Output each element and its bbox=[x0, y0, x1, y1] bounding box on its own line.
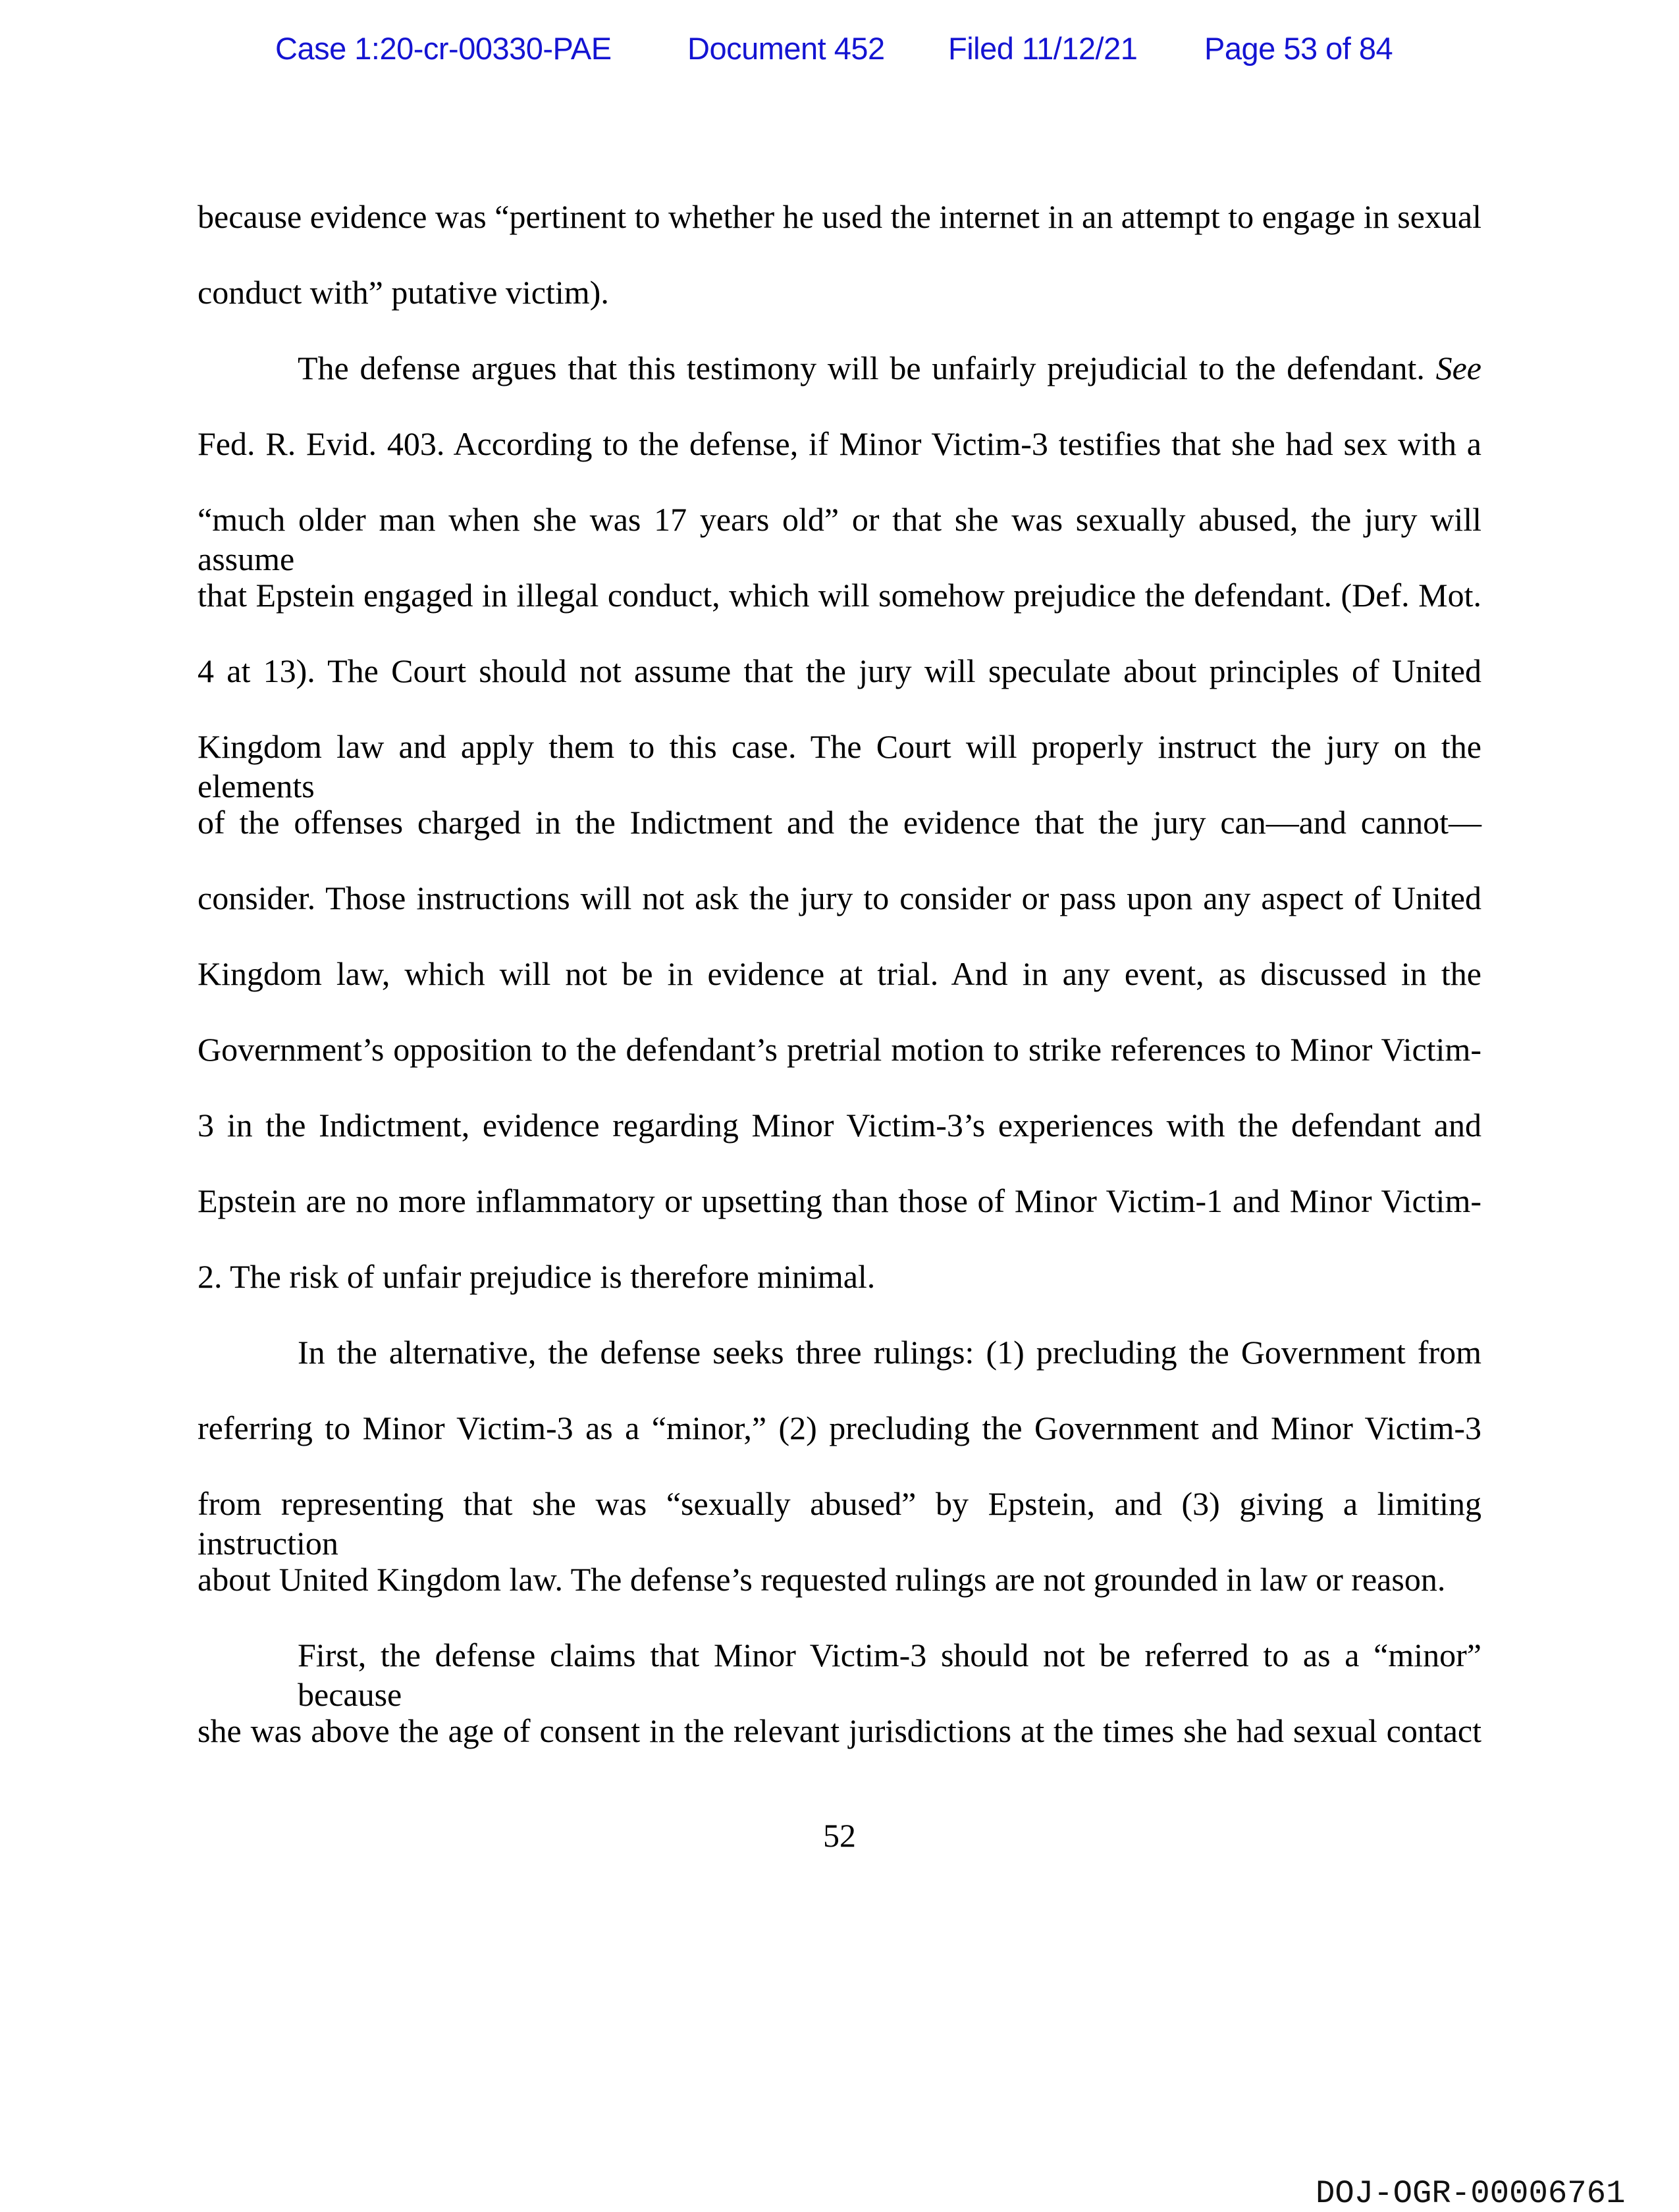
body-line: In the alternative, the defense seeks three rulings: (1) precluding the Government from bbox=[298, 1334, 1481, 1371]
citation-signal: See bbox=[1435, 350, 1481, 386]
body-line: 4 at 13). The Court should not assume that the jury will speculate about principles of United bbox=[198, 652, 1481, 689]
header-filed-date: Filed 11/12/21 bbox=[948, 31, 1138, 66]
body-line: about United Kingdom law. The defense’s requested rulings are not grounded in law or reason. bbox=[198, 1561, 1446, 1598]
body-line: “much older man when she was 17 years old” or that she was sexually abused, the jury will assume bbox=[198, 501, 1481, 577]
body-line bbox=[298, 348, 1481, 388]
body-line: 2. The risk of unfair prejudice is therefore minimal. bbox=[198, 1258, 876, 1295]
body-line: that Epstein engaged in illegal conduct, which will somehow prejudice the defendant. (Def. Mot. bbox=[198, 577, 1481, 614]
body-line: Epstein are no more inflammatory or upsetting than those of Minor Victim-1 and Minor Victim- bbox=[198, 1182, 1481, 1219]
header-document-number: Document 452 bbox=[687, 31, 885, 66]
body-line: from representing that she was “sexually abused” by Epstein, and (3) giving a limiting instruction bbox=[198, 1485, 1481, 1562]
body-line: consider. Those instructions will not ask the jury to consider or pass upon any aspect of United bbox=[198, 880, 1481, 916]
body-line: referring to Minor Victim-3 as a “minor,” (2) precluding the Government and Minor Victim-3 bbox=[198, 1409, 1481, 1446]
body-line: Fed. R. Evid. 403. According to the defense, if Minor Victim-3 testifies that she had sex with a bbox=[198, 425, 1481, 462]
body-line: conduct with” putative victim). bbox=[198, 274, 609, 311]
body-line: Government’s opposition to the defendant’s pretrial motion to strike references to Minor Victim- bbox=[198, 1031, 1481, 1068]
bates-number: DOJ-OGR-00006761 bbox=[1316, 2175, 1626, 2212]
header-case-number: Case 1:20-cr-00330-PAE bbox=[275, 31, 612, 66]
body-line: 3 in the Indictment, evidence regarding Minor Victim-3’s experiences with the defendant and bbox=[198, 1107, 1481, 1144]
body-line: she was above the age of consent in the relevant jurisdictions at the times she had sexual contact bbox=[198, 1712, 1481, 1749]
body-line: First, the defense claims that Minor Victim-3 should not be referred to as a “minor” because bbox=[298, 1637, 1481, 1713]
page-number: 52 bbox=[823, 1817, 856, 1854]
body-line: of the offenses charged in the Indictment and the evidence that the jury can—and cannot— bbox=[198, 804, 1481, 841]
ecf-header bbox=[0, 29, 1679, 68]
body-line: Kingdom law, which will not be in evidence at trial. And in any event, as discussed in the bbox=[198, 955, 1481, 992]
body-line: Kingdom law and apply them to this case. The Court will properly instruct the jury on the elements bbox=[198, 728, 1481, 804]
body-line-text: The defense argues that this testimony will be unfairly prejudicial to the defendant. bbox=[298, 350, 1425, 386]
body-line: because evidence was “pertinent to whether he used the internet in an attempt to engage in sexual bbox=[198, 198, 1481, 235]
header-page-count: Page 53 of 84 bbox=[1204, 31, 1393, 66]
